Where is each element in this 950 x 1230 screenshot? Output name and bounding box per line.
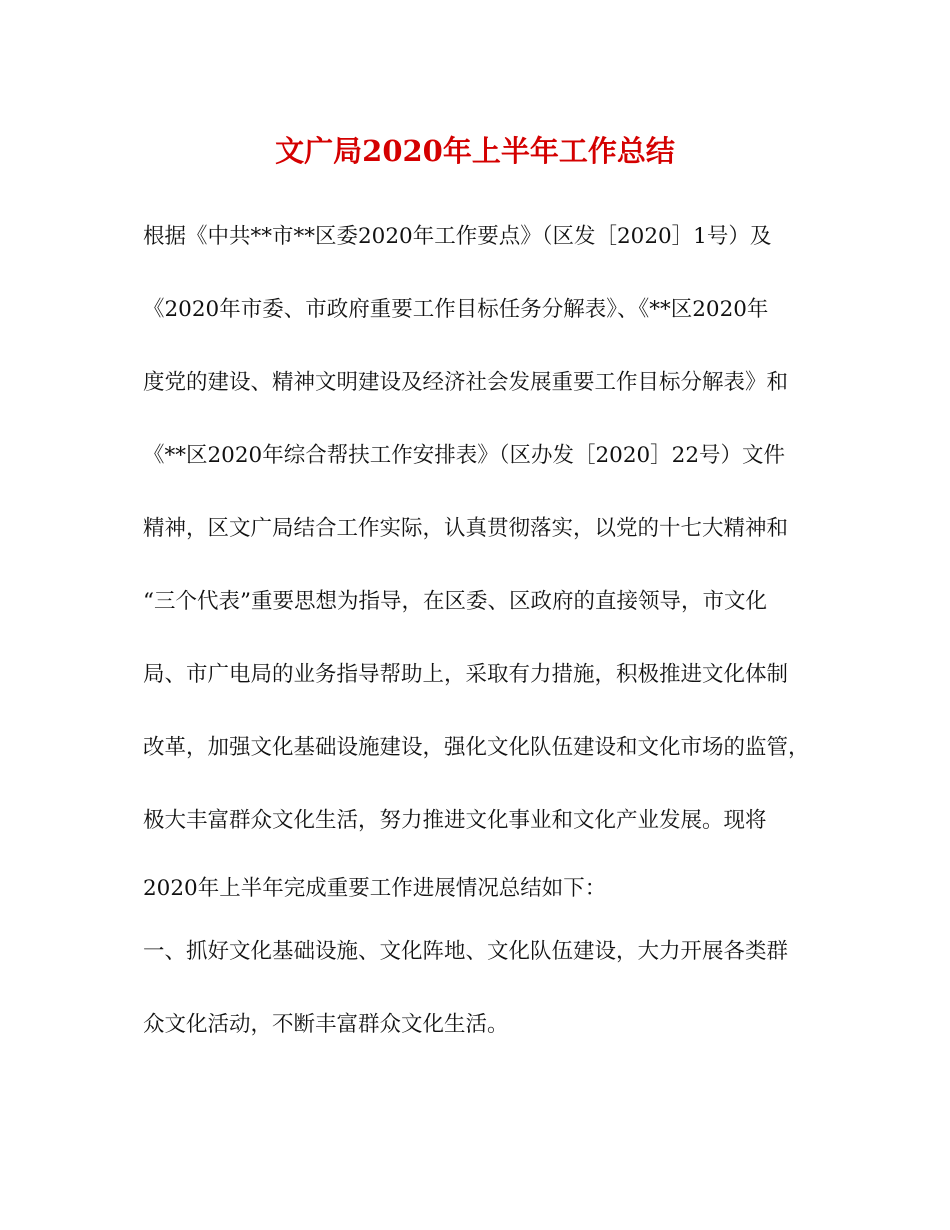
body-line: 度党的建设、精神文明建设及经济社会发展重要工作目标分解表》和	[143, 370, 789, 395]
section-heading-line: 众文化活动，不断丰富群众文化生活。	[143, 1012, 509, 1037]
body-line: 改革，加强文化基础设施建设，强化文化队伍建设和文化市场的监管，	[143, 735, 810, 760]
section-heading-line: 一、抓好文化基础设施、文化阵地、文化队伍建设，大力开展各类群	[143, 939, 789, 964]
body-line: 2020年上半年完成重要工作进展情况总结如下：	[143, 876, 607, 901]
body-line: 《2020年市委、市政府重要工作目标任务分解表》、《**区2020年	[143, 297, 769, 322]
body-line: “三个代表”重要思想为指导，在区委、区政府的直接领导，市文化	[143, 589, 767, 614]
document-title: 文广局2020年上半年工作总结	[275, 134, 675, 168]
body-line: 精神，区文广局结合工作实际，认真贯彻落实，以党的十七大精神和	[143, 516, 789, 541]
body-line: 极大丰富群众文化生活，努力推进文化事业和文化产业发展。现将	[143, 808, 767, 833]
body-line: 根据《中共**市**区委2020年工作要点》（区发［2020］1号）及	[143, 224, 772, 249]
body-line: 局、市广电局的业务指导帮助上，采取有力措施，积极推进文化体制	[143, 662, 789, 687]
body-line: 《**区2020年综合帮扶工作安排表》（区办发［2020］22号）文件	[143, 443, 786, 468]
